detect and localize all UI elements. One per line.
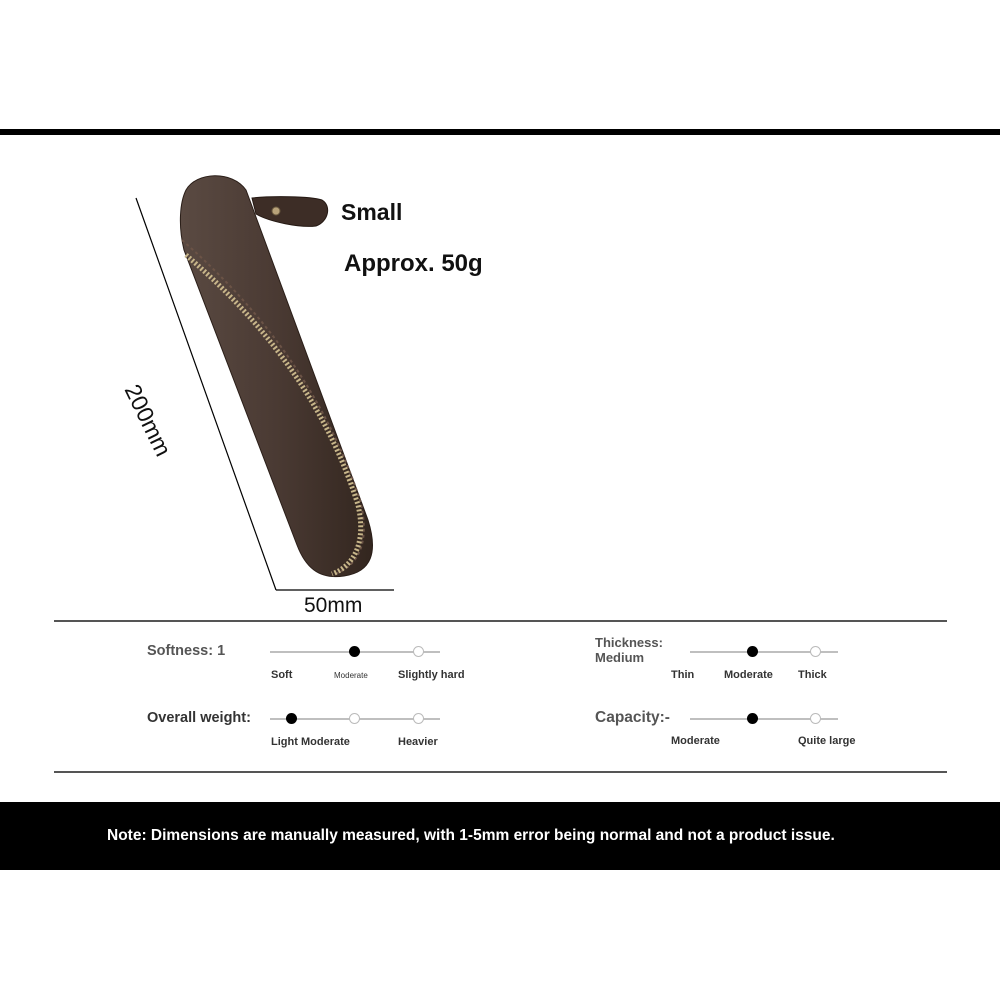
capacity-dot-moderate <box>747 713 758 724</box>
spec-divider-top <box>54 620 947 622</box>
thickness-label-line2: Medium <box>595 650 645 665</box>
weight-option-heavier: Heavier <box>398 736 438 748</box>
capacity-option-moderate: Moderate <box>671 735 720 747</box>
thickness-dot-moderate <box>747 646 758 657</box>
thickness-option-thick: Thick <box>798 669 827 681</box>
pen-case-image <box>0 140 520 620</box>
thickness-dot-thick <box>810 646 821 657</box>
thickness-option-thin: Thin <box>671 669 695 681</box>
weight-label: Approx. 50g <box>344 250 483 277</box>
capacity-label: Capacity:- <box>595 709 670 726</box>
thickness-label-line1: Thickness: <box>595 635 663 650</box>
softness-option-moderate: Moderate <box>334 671 368 680</box>
weight-dot-moderate <box>349 713 360 724</box>
capacity-option-quite-large: Quite large <box>798 735 856 747</box>
top-divider <box>0 129 1000 135</box>
softness-dot-slightly-hard <box>413 646 424 657</box>
softness-dot-moderate <box>349 646 360 657</box>
zipper-pull-tab <box>252 197 328 227</box>
thickness-label <box>595 635 663 665</box>
spec-divider-bottom <box>54 771 947 773</box>
weight-dot-light <box>286 713 297 724</box>
weight-option-moderate: Moderate <box>301 736 350 748</box>
weight-dot-heavier <box>413 713 424 724</box>
capacity-dot-quite-large <box>810 713 821 724</box>
length-dimension: 200mm <box>119 380 177 461</box>
note-text: Note: Dimensions are manually measured, with 1-5mm error being normal and not a product issue. <box>107 827 835 844</box>
softness-option-slightly-hard: Slightly hard <box>398 669 465 681</box>
case-body <box>180 176 372 577</box>
overall-weight-label: Overall weight: <box>147 710 251 726</box>
thickness-option-moderate: Moderate <box>724 669 773 681</box>
size-label: Small <box>341 199 403 225</box>
width-dimension: 50mm <box>304 594 363 617</box>
rivet <box>272 207 280 215</box>
weight-option-light: Light <box>271 736 298 748</box>
softness-option-soft: Soft <box>271 669 293 681</box>
softness-label: Softness: 1 <box>147 643 226 659</box>
